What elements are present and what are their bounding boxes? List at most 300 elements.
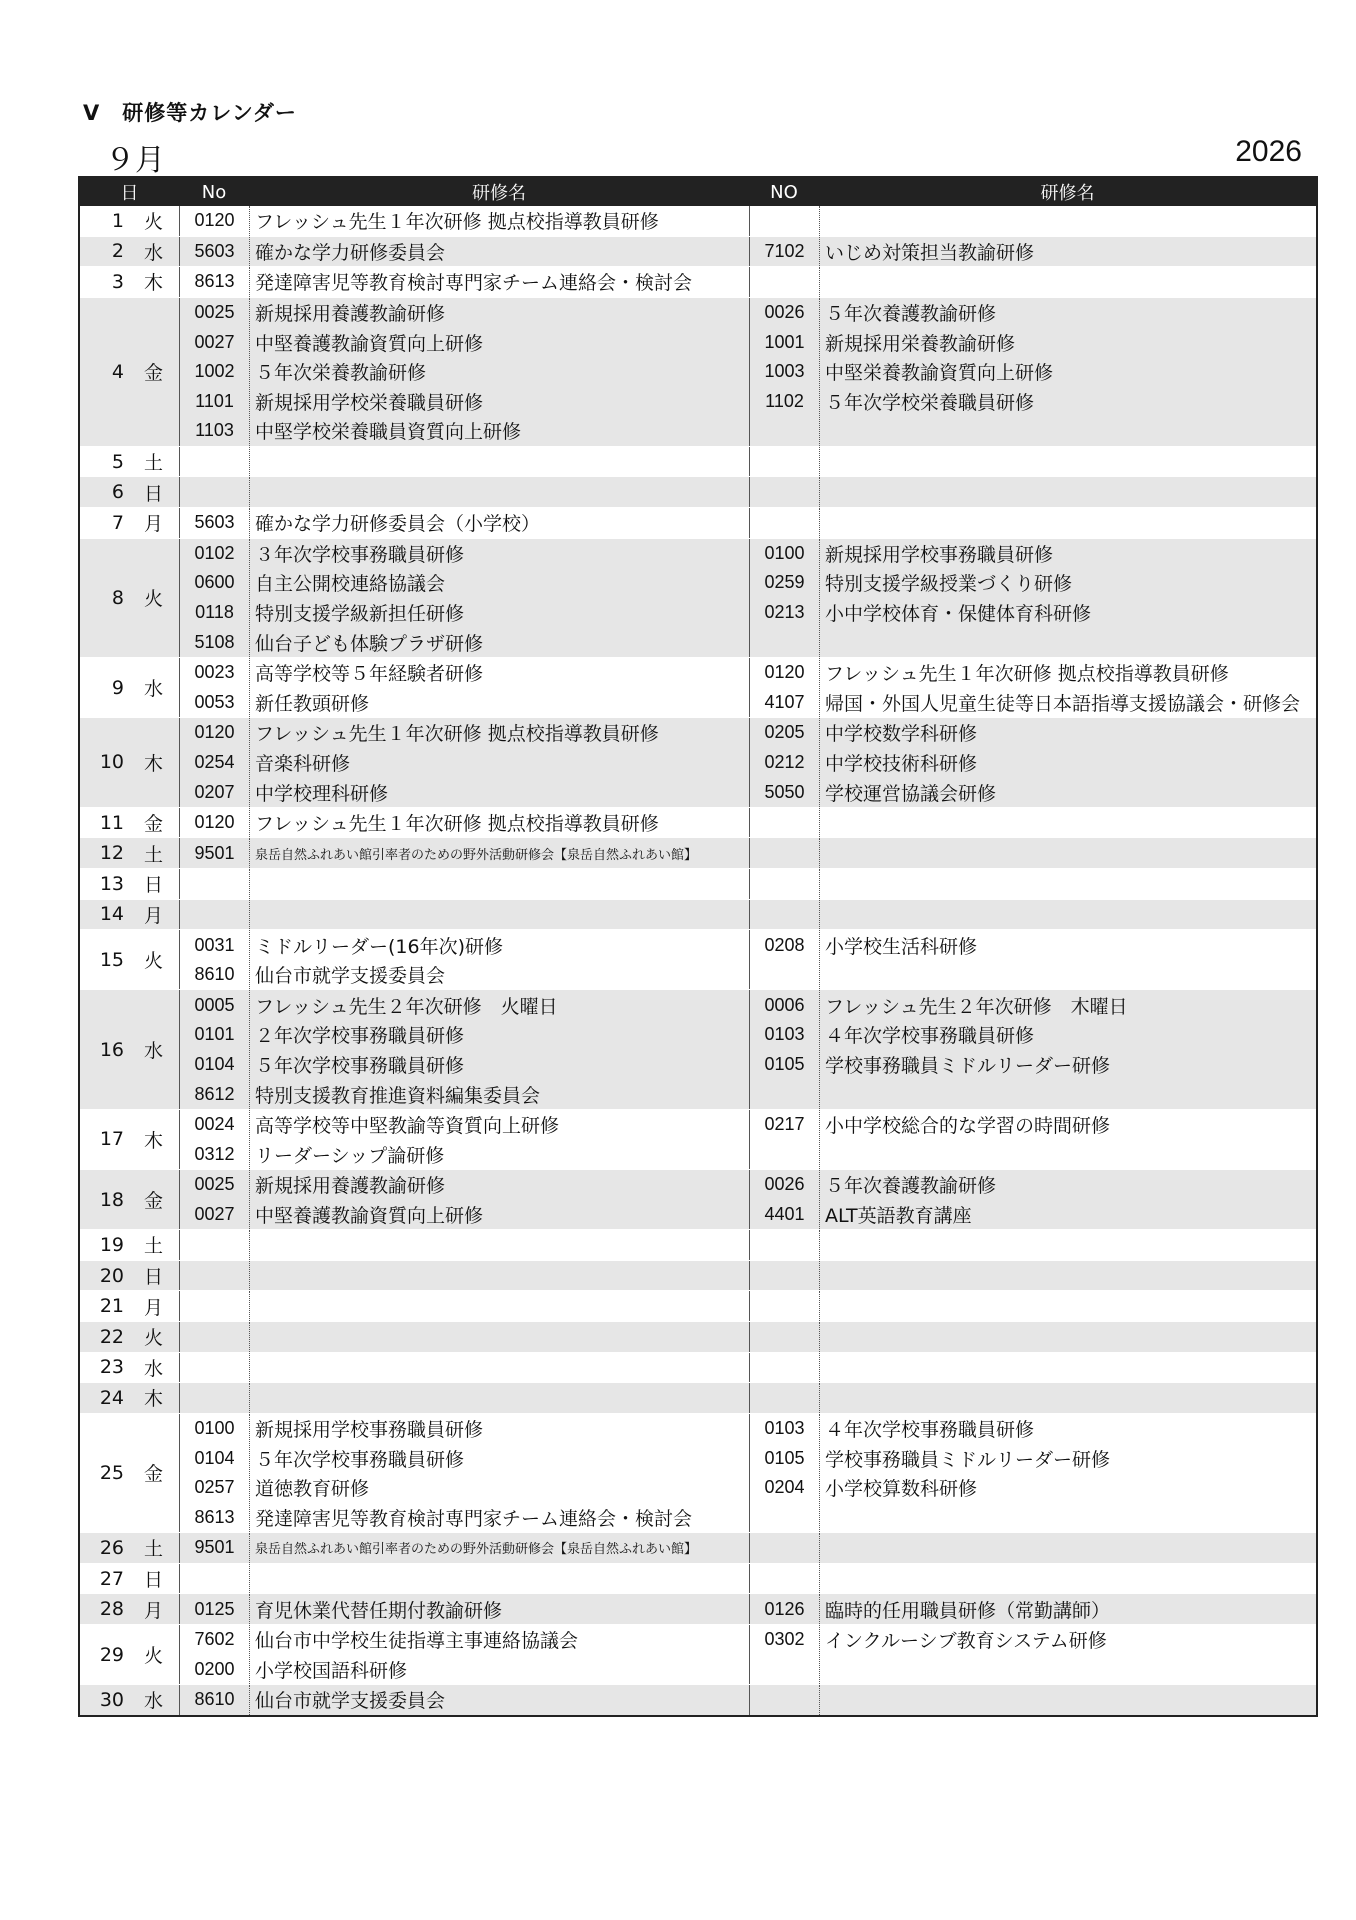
col-no-left bbox=[179, 1230, 249, 1260]
training-no-right: 5050 bbox=[764, 781, 805, 802]
day-row bbox=[80, 1532, 1316, 1563]
training-name-right: 小学校算数科研修 bbox=[825, 1478, 978, 1501]
day-row bbox=[80, 1563, 1316, 1594]
training-name-left: 道徳教育研修 bbox=[255, 1478, 370, 1501]
training-name-left: 自主公開校連絡協議会 bbox=[255, 573, 446, 596]
training-name-left: 泉岳自然ふれあい館引率者のための野外活動研修会【泉岳自然ふれあい館】 bbox=[255, 1542, 698, 1558]
training-name-left: 仙台子ども体験プラザ研修 bbox=[255, 632, 484, 655]
col-name-right bbox=[819, 508, 1316, 538]
col-no-right bbox=[749, 539, 819, 657]
col-name-left bbox=[249, 206, 749, 236]
col-no-right bbox=[749, 477, 819, 507]
col-name-left bbox=[249, 1110, 749, 1169]
training-no-right: 1001 bbox=[764, 331, 805, 352]
training-name-left: 発達障害児等教育検討専門家チーム連絡会・検討会 bbox=[255, 272, 693, 295]
training-name-left: ５年次栄養教諭研修 bbox=[255, 362, 427, 385]
day-row bbox=[80, 899, 1316, 930]
day-weekday: 日 bbox=[144, 1266, 164, 1289]
training-no-left: 5108 bbox=[194, 631, 235, 652]
day-row bbox=[80, 1352, 1316, 1383]
training-no-left: 0600 bbox=[194, 572, 235, 593]
training-no-right: 0213 bbox=[764, 602, 805, 623]
training-no-right: 0100 bbox=[764, 542, 805, 563]
training-name-right: 小学校生活科研修 bbox=[825, 935, 978, 958]
year-label: 2026 bbox=[1235, 135, 1302, 168]
training-no-left: 0027 bbox=[194, 331, 235, 352]
training-no-left: 8613 bbox=[194, 271, 235, 292]
day-date: 14 bbox=[99, 903, 124, 926]
training-name-right: ５年次学校栄養職員研修 bbox=[825, 391, 1035, 414]
col-name-left bbox=[249, 718, 749, 807]
day-date: 12 bbox=[99, 842, 124, 865]
col-name-right bbox=[819, 477, 1316, 507]
day-date: 17 bbox=[99, 1128, 124, 1151]
training-no-right: 1102 bbox=[765, 390, 804, 411]
day-weekday: 火 bbox=[144, 1645, 164, 1667]
training-name-right: 小中学校総合的な学習の時間研修 bbox=[825, 1115, 1111, 1138]
col-no-left bbox=[179, 1170, 249, 1229]
training-no-right: 4107 bbox=[764, 691, 805, 712]
training-no-left: 0125 bbox=[194, 1598, 235, 1619]
training-name-left: 特別支援教育推進資料編集委員会 bbox=[255, 1084, 541, 1107]
training-no-left: 8612 bbox=[194, 1083, 235, 1104]
training-name-left: 小学校国語科研修 bbox=[255, 1659, 408, 1682]
day-date: 22 bbox=[99, 1325, 124, 1348]
col-name-left bbox=[249, 1625, 749, 1684]
training-name-left: ５年次学校事務職員研修 bbox=[255, 1054, 465, 1077]
day-row bbox=[80, 868, 1316, 899]
col-name-right bbox=[819, 1322, 1316, 1352]
col-name-right bbox=[819, 1594, 1316, 1624]
col-name-left bbox=[249, 1383, 749, 1413]
training-no-right: 0120 bbox=[764, 662, 805, 683]
day-row bbox=[80, 1260, 1316, 1291]
training-name-left: 中学校理科研修 bbox=[255, 782, 389, 805]
day-weekday: 日 bbox=[144, 1569, 164, 1592]
training-no-left: 0104 bbox=[194, 1447, 235, 1468]
day-row bbox=[80, 837, 1316, 868]
col-no-left bbox=[179, 900, 249, 930]
day-date: 28 bbox=[99, 1598, 124, 1621]
day-date: 13 bbox=[99, 872, 124, 895]
training-name-right: 学校事務職員ミドルリーダー研修 bbox=[825, 1054, 1111, 1077]
training-name-right: フレッシュ先生２年次研修 木曜日 bbox=[825, 995, 1128, 1018]
training-no-left: 5603 bbox=[194, 512, 235, 533]
day-row bbox=[80, 1684, 1316, 1715]
day-row bbox=[80, 1290, 1316, 1321]
training-no-left: 0101 bbox=[194, 1024, 235, 1045]
training-no-left: 0025 bbox=[194, 302, 235, 323]
table-header-row bbox=[80, 178, 1316, 206]
col-name-left bbox=[249, 930, 749, 989]
month-label: ９月 bbox=[105, 143, 165, 178]
training-name-right: ４年次学校事務職員研修 bbox=[825, 1025, 1035, 1048]
training-name-left: 新規採用学校事務職員研修 bbox=[255, 1419, 484, 1442]
col-name-left bbox=[249, 1685, 749, 1715]
training-name-right: いじめ対策担当教諭研修 bbox=[825, 241, 1035, 264]
day-weekday: 火 bbox=[144, 950, 164, 973]
col-no-left bbox=[179, 658, 249, 717]
header-no-left: No bbox=[201, 181, 227, 203]
col-name-left bbox=[249, 808, 749, 838]
training-name-left: ５年次学校事務職員研修 bbox=[255, 1448, 465, 1471]
col-name-right bbox=[819, 1533, 1316, 1563]
training-no-left: 1002 bbox=[194, 361, 235, 382]
day-date: 16 bbox=[99, 1038, 124, 1061]
day-date: 15 bbox=[99, 948, 124, 971]
training-name-right: 学校事務職員ミドルリーダー研修 bbox=[825, 1448, 1111, 1471]
col-no-right bbox=[749, 838, 819, 868]
col-no-right bbox=[749, 508, 819, 538]
day-weekday: 火 bbox=[144, 588, 164, 611]
col-name-right bbox=[819, 990, 1316, 1108]
day-date: 6 bbox=[111, 481, 124, 504]
day-row bbox=[80, 1109, 1316, 1169]
col-name-right bbox=[819, 1353, 1316, 1383]
day-weekday: 土 bbox=[144, 843, 164, 866]
col-no-right bbox=[749, 930, 819, 989]
day-row bbox=[80, 236, 1316, 267]
day-weekday: 水 bbox=[144, 678, 164, 700]
training-name-left: 仙台市就学支援委員会 bbox=[255, 965, 446, 988]
training-no-left: 0118 bbox=[195, 602, 234, 623]
training-no-left: 0025 bbox=[194, 1174, 235, 1195]
training-name-right: ４年次学校事務職員研修 bbox=[825, 1419, 1035, 1442]
training-no-left: 8613 bbox=[194, 1506, 235, 1527]
col-name-left bbox=[249, 237, 749, 267]
training-name-right: 中学校技術科研修 bbox=[825, 752, 978, 775]
col-name-right bbox=[819, 1291, 1316, 1321]
training-no-right: 4401 bbox=[764, 1203, 805, 1224]
training-no-left: 0254 bbox=[194, 751, 235, 772]
col-no-left bbox=[179, 1291, 249, 1321]
training-no-right: 0205 bbox=[764, 722, 805, 743]
training-name-left: 仙台市就学支援委員会 bbox=[255, 1690, 446, 1713]
day-weekday: 木 bbox=[144, 1388, 164, 1411]
day-date: 10 bbox=[99, 751, 124, 774]
col-no-right bbox=[749, 990, 819, 1108]
col-name-left bbox=[249, 477, 749, 507]
training-no-right: 0302 bbox=[764, 1629, 805, 1650]
training-no-right: 0259 bbox=[764, 572, 805, 593]
day-date: 27 bbox=[99, 1567, 124, 1590]
training-no-right: 0103 bbox=[764, 1418, 805, 1439]
col-name-right bbox=[819, 206, 1316, 236]
training-name-left: 泉岳自然ふれあい館引率者のための野外活動研修会【泉岳自然ふれあい館】 bbox=[255, 847, 698, 863]
day-row bbox=[80, 297, 1316, 446]
training-no-left: 0005 bbox=[194, 994, 235, 1015]
training-no-left: 0120 bbox=[194, 812, 235, 833]
training-name-right: 中学校数学科研修 bbox=[825, 723, 978, 746]
day-weekday: 木 bbox=[144, 272, 164, 295]
section-title: Ⅴ 研修等カレンダー bbox=[83, 101, 297, 125]
day-date: 5 bbox=[111, 450, 124, 473]
day-date: 24 bbox=[99, 1386, 124, 1409]
training-no-left: 0023 bbox=[194, 662, 235, 683]
col-no-left bbox=[179, 539, 249, 657]
col-name-right bbox=[819, 1383, 1316, 1413]
training-name-left: 新任教頭研修 bbox=[255, 692, 370, 715]
training-no-left: 0120 bbox=[194, 210, 235, 231]
day-weekday: 木 bbox=[144, 752, 164, 775]
training-no-left: 0120 bbox=[194, 722, 235, 743]
col-no-right bbox=[749, 1170, 819, 1229]
training-name-right: ALT英語教育講座 bbox=[825, 1204, 972, 1227]
training-no-left: 1103 bbox=[195, 420, 234, 441]
training-name-left: 新規採用養護教諭研修 bbox=[255, 303, 446, 326]
col-name-left bbox=[249, 900, 749, 930]
col-name-right bbox=[819, 808, 1316, 838]
training-no-left: 0207 bbox=[194, 781, 235, 802]
day-row bbox=[80, 989, 1316, 1108]
day-row bbox=[80, 807, 1316, 838]
col-no-left bbox=[179, 1414, 249, 1532]
day-row bbox=[80, 1169, 1316, 1229]
col-name-right bbox=[819, 298, 1316, 446]
training-name-left: 特別支援学級新担任研修 bbox=[255, 603, 465, 626]
day-row bbox=[80, 476, 1316, 507]
day-row bbox=[80, 657, 1316, 717]
training-no-left: 0102 bbox=[194, 542, 235, 563]
col-name-left bbox=[249, 869, 749, 899]
day-row bbox=[80, 1413, 1316, 1532]
col-no-right bbox=[749, 1594, 819, 1624]
col-name-right bbox=[819, 838, 1316, 868]
day-row bbox=[80, 266, 1316, 297]
day-row bbox=[80, 929, 1316, 989]
day-weekday: 月 bbox=[144, 1599, 164, 1622]
training-calendar-table bbox=[78, 176, 1318, 1717]
day-date: 20 bbox=[99, 1264, 124, 1287]
day-row bbox=[80, 1382, 1316, 1413]
col-no-left bbox=[179, 1533, 249, 1563]
col-name-right bbox=[819, 1564, 1316, 1594]
training-no-right: 7102 bbox=[764, 240, 805, 261]
col-no-left bbox=[179, 808, 249, 838]
header-day: 日 bbox=[120, 183, 139, 204]
training-name-right: 中堅栄養教諭資質向上研修 bbox=[825, 362, 1054, 385]
training-name-left: フレッシュ先生１年次研修 拠点校指導教員研修 bbox=[255, 211, 659, 234]
training-name-right: 帰国・外国人児童生徒等日本語指導支援協議会・研修会 bbox=[825, 692, 1301, 715]
col-name-left bbox=[249, 1564, 749, 1594]
col-name-right bbox=[819, 447, 1316, 477]
col-no-right bbox=[749, 1383, 819, 1413]
col-no-left bbox=[179, 838, 249, 868]
day-weekday: 水 bbox=[144, 1357, 164, 1380]
day-weekday: 月 bbox=[144, 513, 164, 536]
col-name-left bbox=[249, 1594, 749, 1624]
header-name-left: 研修名 bbox=[472, 183, 526, 204]
col-no-right bbox=[749, 869, 819, 899]
col-name-left bbox=[249, 1414, 749, 1532]
training-no-right: 0126 bbox=[764, 1598, 805, 1619]
col-no-right bbox=[749, 808, 819, 838]
day-date: 3 bbox=[111, 270, 124, 293]
col-no-right bbox=[749, 1291, 819, 1321]
col-no-left bbox=[179, 718, 249, 807]
col-no-right bbox=[749, 298, 819, 446]
training-name-right: 新規採用栄養教諭研修 bbox=[825, 332, 1016, 355]
training-no-left: 0027 bbox=[194, 1203, 235, 1224]
col-no-left bbox=[179, 1625, 249, 1684]
col-no-right bbox=[749, 237, 819, 267]
col-name-right bbox=[819, 1110, 1316, 1169]
training-name-left: 新規採用学校栄養職員研修 bbox=[255, 391, 484, 414]
day-weekday: 水 bbox=[144, 1040, 164, 1063]
day-weekday: 金 bbox=[144, 1463, 164, 1486]
col-name-right bbox=[819, 930, 1316, 989]
training-no-right: 0208 bbox=[764, 934, 805, 955]
col-no-left bbox=[179, 1353, 249, 1383]
col-name-right bbox=[819, 539, 1316, 657]
training-no-left: 0100 bbox=[194, 1418, 235, 1439]
col-name-left bbox=[249, 1322, 749, 1352]
col-no-right bbox=[749, 718, 819, 807]
training-name-left: 育児休業代替任期付教諭研修 bbox=[255, 1599, 503, 1622]
training-no-right: 0026 bbox=[764, 302, 805, 323]
col-name-left bbox=[249, 658, 749, 717]
col-no-left bbox=[179, 990, 249, 1108]
training-name-left: 確かな学力研修委員会（小学校） bbox=[255, 513, 541, 536]
training-name-left: 中堅学校栄養職員資質向上研修 bbox=[255, 421, 522, 444]
col-no-left bbox=[179, 869, 249, 899]
day-weekday: 金 bbox=[144, 1190, 164, 1213]
day-weekday: 金 bbox=[144, 362, 164, 385]
col-no-right bbox=[749, 1685, 819, 1715]
day-row bbox=[80, 1624, 1316, 1684]
training-no-right: 0103 bbox=[764, 1024, 805, 1045]
day-date: 8 bbox=[111, 586, 124, 609]
col-no-left bbox=[179, 1685, 249, 1715]
training-no-right: 0217 bbox=[764, 1114, 805, 1135]
training-no-right: 0006 bbox=[764, 994, 805, 1015]
training-name-right: インクルーシブ教育システム研修 bbox=[825, 1630, 1107, 1653]
col-no-left bbox=[179, 1110, 249, 1169]
col-no-left bbox=[179, 1261, 249, 1291]
col-no-left bbox=[179, 1564, 249, 1594]
day-weekday: 金 bbox=[144, 813, 164, 836]
col-no-left bbox=[179, 1322, 249, 1352]
col-name-right bbox=[819, 1230, 1316, 1260]
col-name-left bbox=[249, 539, 749, 657]
header-no-right: NO bbox=[770, 181, 798, 203]
day-weekday: 水 bbox=[144, 241, 164, 264]
day-weekday: 月 bbox=[144, 904, 164, 927]
col-no-left bbox=[179, 237, 249, 267]
col-name-left bbox=[249, 1291, 749, 1321]
col-no-left bbox=[179, 267, 249, 297]
training-name-left: 音楽科研修 bbox=[255, 752, 351, 775]
col-name-left bbox=[249, 1230, 749, 1260]
training-name-right: ５年次養護教諭研修 bbox=[825, 303, 997, 326]
training-no-right: 0105 bbox=[764, 1447, 805, 1468]
col-no-right bbox=[749, 1533, 819, 1563]
day-date: 23 bbox=[99, 1356, 124, 1379]
day-date: 9 bbox=[111, 676, 124, 699]
col-no-left bbox=[179, 447, 249, 477]
training-no-left: 5603 bbox=[194, 240, 235, 261]
training-no-right: 1003 bbox=[764, 361, 805, 382]
training-name-left: 新規採用養護教諭研修 bbox=[255, 1175, 446, 1198]
col-no-left bbox=[179, 508, 249, 538]
day-weekday: 水 bbox=[144, 1690, 164, 1713]
day-date: 30 bbox=[99, 1688, 124, 1711]
col-name-left bbox=[249, 838, 749, 868]
training-name-left: 確かな学力研修委員会 bbox=[255, 241, 446, 264]
calendar-rows bbox=[80, 206, 1316, 1715]
training-name-left: 高等学校等５年経験者研修 bbox=[255, 663, 484, 686]
col-name-left bbox=[249, 1353, 749, 1383]
col-no-left bbox=[179, 930, 249, 989]
training-no-left: 0257 bbox=[194, 1477, 235, 1498]
training-name-right: 特別支援学級授業づくり研修 bbox=[825, 573, 1073, 596]
col-name-left bbox=[249, 1261, 749, 1291]
day-weekday: 火 bbox=[144, 1327, 164, 1350]
day-row bbox=[80, 1321, 1316, 1352]
col-no-left bbox=[179, 1383, 249, 1413]
training-name-right: 小中学校体育・保健体育科研修 bbox=[825, 603, 1092, 626]
day-weekday: 日 bbox=[144, 482, 164, 505]
training-no-left: 9501 bbox=[194, 1537, 235, 1558]
col-no-right bbox=[749, 900, 819, 930]
day-date: 25 bbox=[99, 1461, 124, 1484]
col-no-right bbox=[749, 1625, 819, 1684]
col-name-right bbox=[819, 1685, 1316, 1715]
col-name-right bbox=[819, 1261, 1316, 1291]
training-name-right: 学校運営協議会研修 bbox=[825, 782, 997, 805]
col-no-right bbox=[749, 1353, 819, 1383]
col-name-left bbox=[249, 298, 749, 446]
training-no-left: 0104 bbox=[194, 1053, 235, 1074]
day-row bbox=[80, 507, 1316, 538]
col-name-left bbox=[249, 990, 749, 1108]
day-weekday: 火 bbox=[144, 211, 164, 234]
training-no-left: 1101 bbox=[195, 390, 234, 411]
training-name-right: フレッシュ先生１年次研修 拠点校指導教員研修 bbox=[825, 663, 1229, 686]
col-name-left bbox=[249, 1170, 749, 1229]
col-no-right bbox=[749, 1414, 819, 1532]
col-name-right bbox=[819, 1170, 1316, 1229]
day-date: 4 bbox=[111, 360, 124, 383]
training-name-left: フレッシュ先生１年次研修 拠点校指導教員研修 bbox=[255, 723, 659, 746]
col-name-right bbox=[819, 267, 1316, 297]
training-no-left: 0312 bbox=[194, 1143, 235, 1164]
day-date: 2 bbox=[111, 240, 124, 263]
day-date: 21 bbox=[99, 1295, 124, 1318]
col-name-right bbox=[819, 900, 1316, 930]
training-name-right: 臨時的任用職員研修（常勤講師） bbox=[825, 1599, 1111, 1622]
training-name-left: 発達障害児等教育検討専門家チーム連絡会・検討会 bbox=[255, 1507, 693, 1530]
training-name-left: ３年次学校事務職員研修 bbox=[255, 543, 465, 566]
training-no-left: 7602 bbox=[194, 1629, 235, 1650]
day-date: 29 bbox=[99, 1643, 124, 1666]
col-name-right bbox=[819, 718, 1316, 807]
day-date: 18 bbox=[99, 1188, 124, 1211]
training-no-left: 8610 bbox=[194, 964, 235, 985]
day-row bbox=[80, 717, 1316, 807]
col-no-left bbox=[179, 477, 249, 507]
training-name-left: フレッシュ先生１年次研修 拠点校指導教員研修 bbox=[255, 813, 659, 836]
col-no-left bbox=[179, 298, 249, 446]
day-date: 11 bbox=[99, 811, 124, 834]
day-date: 19 bbox=[99, 1233, 124, 1256]
col-no-right bbox=[749, 658, 819, 717]
col-no-right bbox=[749, 206, 819, 236]
training-no-left: 0024 bbox=[194, 1114, 235, 1135]
training-no-left: 8610 bbox=[194, 1689, 235, 1710]
day-row bbox=[80, 1229, 1316, 1260]
training-name-left: 仙台市中学校生徒指導主事連絡協議会 bbox=[255, 1630, 579, 1653]
